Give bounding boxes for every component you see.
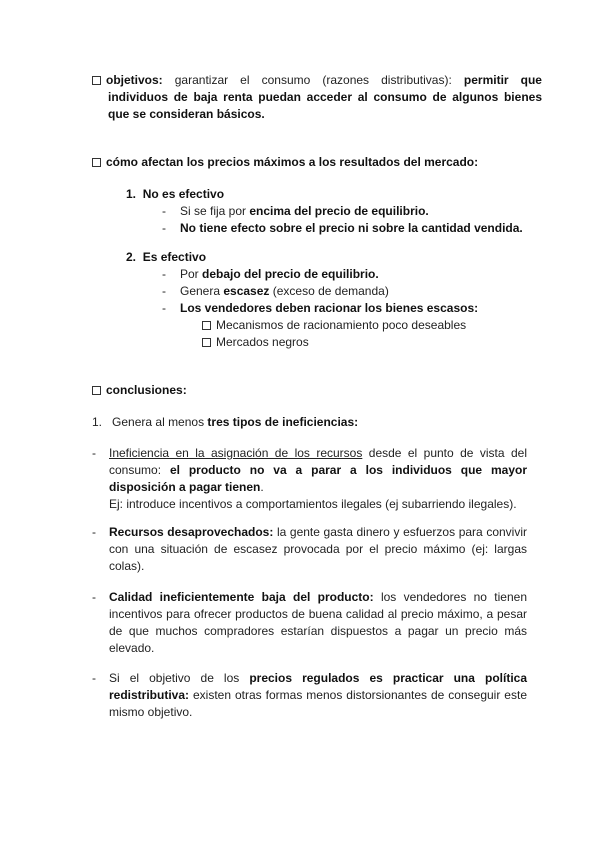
bullet-dash: -: [92, 525, 96, 539]
bullet-3: Calidad ineficientemente baja del producto: los vendedores no tienen incentivos para ofrecer productos de buena calidad al precio máximo, a pesar de que muchos compradores estarían dispuestos a pagar un precio más elevado.: [109, 590, 527, 655]
bullet-dash: -: [92, 446, 96, 460]
afectan-heading: cómo afectan los precios máximos a los resultados del mercado:: [92, 154, 532, 171]
item-2-check2: Mercados negros: [202, 334, 522, 351]
item-2-sub2: - Genera escasez (exceso de demanda): [162, 284, 389, 298]
objetivos-paragraph: objetivos: garantizar el consumo (razones distributivas): permitir que individuos de baja renta puedan acceder al consumo de algunos bienes que se consideran básicos.: [92, 72, 542, 123]
item-1-sub1: - Si se fija por encima del precio de equilibrio.: [162, 204, 429, 218]
item-2-sub1: - Por debajo del precio de equilibrio.: [162, 267, 379, 281]
checkbox-icon: [92, 76, 101, 85]
bullet-dash: -: [92, 671, 96, 685]
item-2-sub3: - Los vendedores deben racionar los bienes escasos:: [162, 301, 479, 315]
objetivos-label: objetivos:: [106, 73, 163, 87]
checkbox-icon: [92, 158, 101, 167]
bullet-1: Ineficiencia en la asignación de los recursos desde el punto de vista del consumo: el producto no va a parar a los individuos que mayor disposición a pagar tienen. Ej: introduce incentivos a comportamientos ilegales (ej subarriendo ilegales).: [109, 446, 528, 511]
bullet-2: Recursos desaprovechados: la gente gasta dinero y esfuerzos para convivir con una situación de escasez provocada por el precio máximo (ej: largas colas).: [109, 525, 527, 573]
bullet-4: Si el objetivo de los precios regulados es practicar una política redistributiva: existen otras formas menos distorsionantes de conseguir este mismo objetivo.: [109, 671, 527, 719]
checkbox-icon: [202, 321, 211, 330]
conclusiones-heading: conclusiones:: [92, 382, 187, 399]
item-2-title: 2. Es efectivo: [126, 250, 207, 264]
item-1-sub2: - No tiene efecto sobre el precio ni sobre la cantidad vendida.: [162, 221, 523, 235]
bullet-dash: -: [92, 590, 96, 604]
item-2-check1: Mecanismos de racionamiento poco deseables: [202, 317, 522, 334]
item-1-title: 1. No es efectivo: [126, 187, 225, 201]
conclusiones-point1: 1. Genera al menos tres tipos de ineficiencias:: [92, 415, 359, 429]
checkbox-icon: [202, 338, 211, 347]
checkbox-icon: [92, 386, 101, 395]
